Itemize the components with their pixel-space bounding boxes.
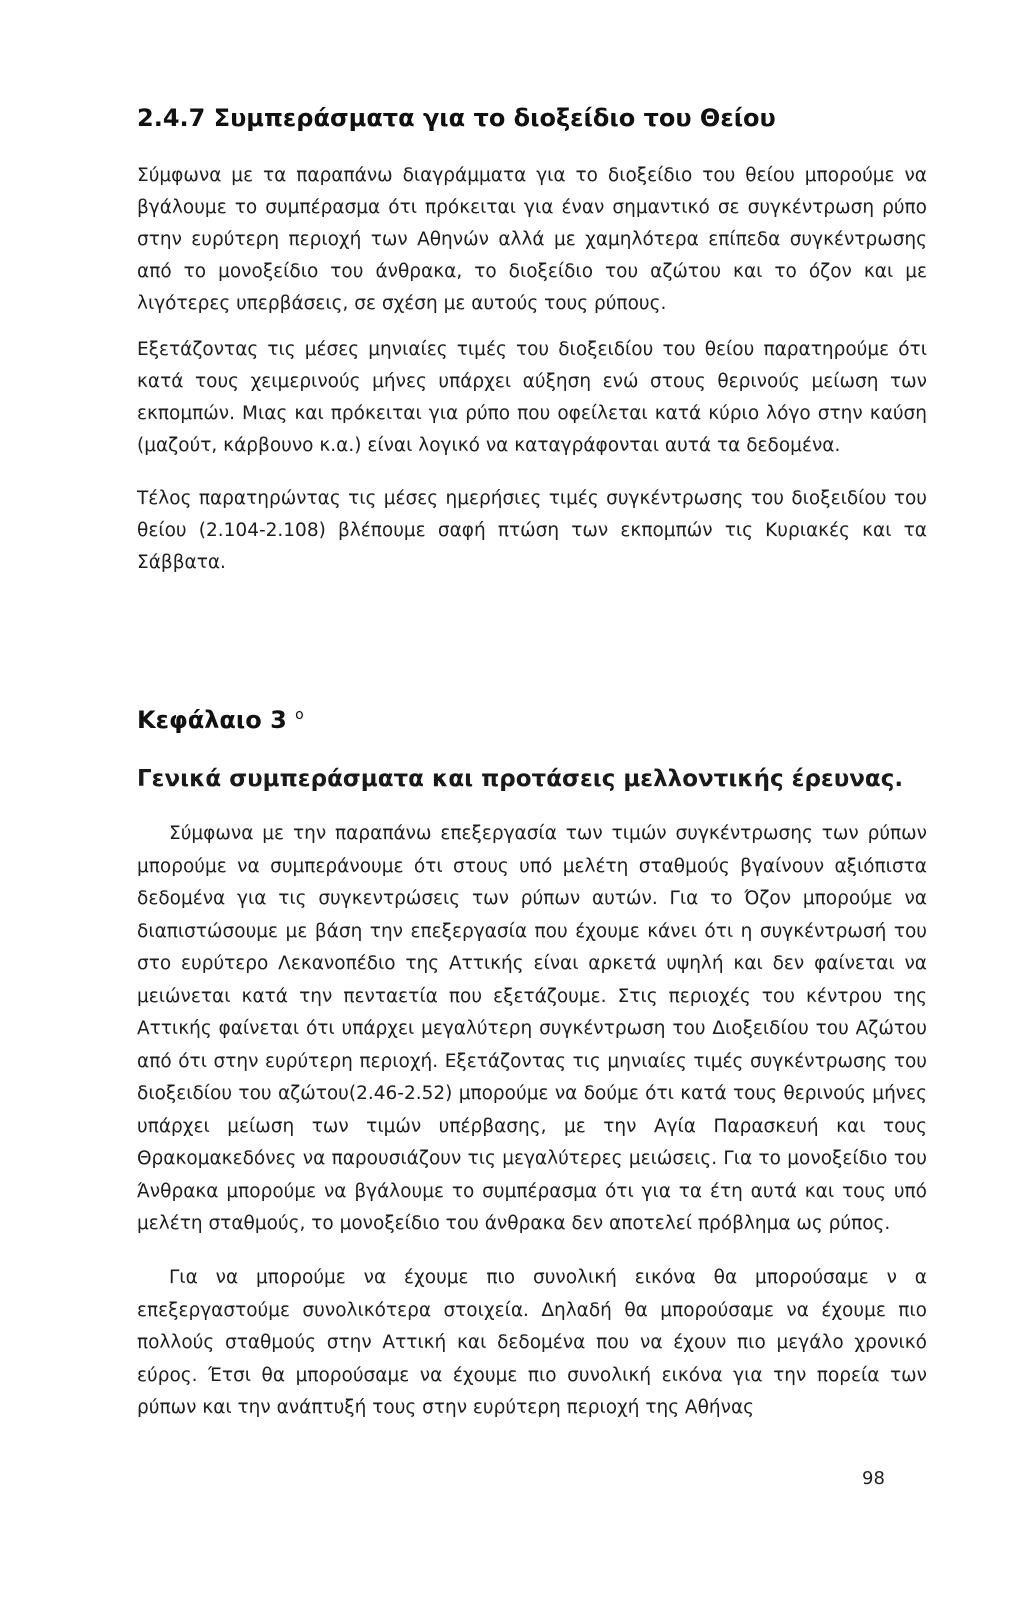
chapter-paragraph-1: Σύμφωνα με την παραπάνω επεξεργασία των τιμών συγκέντρωσης των ρύπων μπορούμε να συμπεράνουμε ότι στους υπό μελέτη σταθμούς βγαίνουν αξιόπιστα δεδομένα για τις συγκεντρώσεις των ρύπων αυτών. Για το Όζον μπορούμε να διαπιστώσουμε με βάση την επεξεργασία που έχουμε κάνει ότι η συγκέντρωσή του στο ευρύτερο Λεκανοπέδιο της Αττικής είναι αρκετά υψηλή και δεν φαίνεται να μειώνεται κατά την πενταετία που εξετάζουμε. Στις περιοχές του κέντρου της Αττικής φαίνεται ότι υπάρχει μεγαλύτερη συγκέντρωση του Διοξειδίου του Αζώτου από ότι στην ευρύτερη περιοχή. Εξετάζοντας τις μηνιαίες τιμές συγκέντρωσης του διοξειδίου του αζώτου(2.46-2.52) μπορούμε να δούμε ότι κατά τους θερινούς μήνες υπάρχει μείωση των τιμών υπέρβασης, με την Αγία Παρασκευή και τους Θρακομακεδόνες να παρουσιάζουν τις μεγαλύτερες μειώσεις. Για το μονοξείδιο του Άνθρακα μπορούμε να βγάλουμε το συμπέρασμα ότι για τα έτη αυτά και τους υπό μελέτη σταθμούς, το μονοξείδιο του άνθρακα δεν αποτελεί πρόβλημα ως ρύπος. xyxy=(137,823,927,1234)
chapter-title-text: Κεφάλαιο 3 xyxy=(137,706,287,734)
section-paragraph-1: Σύμφωνα με τα παραπάνω διαγράμματα για το διοξείδιο του θείου μπορούμε να βγάλουμε το συμπέρασμα ότι πρόκειται για έναν σημαντικό σε συγκέντρωση ρύπο στην ευρύτερη περιοχή των Αθηνών αλλά με χαμηλότερα επίπεδα συγκέντρωσης από το μονοξείδιο του άνθρακα, το διοξείδιο του αζώτου και το όζον και με λιγότερες υπερβάσεις, σε σχέση με αυτούς τους ρύπους. xyxy=(137,165,927,314)
section-paragraph-3: Τέλος παρατηρώντας τις μέσες ημερήσιες τιμές συγκέντρωσης του διοξειδίου του θείου (2.104-2.108) βλέπουμε σαφή πτώση των εκπομπών τις Κυριακές και τα Σάββατα. xyxy=(137,488,927,573)
chapter-subtitle: Γενικά συμπεράσματα και προτάσεις μελλοντικής έρευνας. xyxy=(137,766,904,792)
chapter-title-superscript: ο xyxy=(295,707,304,723)
section-paragraph-2: Εξετάζοντας τις μέσες μηνιαίες τιμές του διοξειδίου του θείου παρατηρούμε ότι κατά τους χειμερινούς μήνες υπάρχει αύξηση ενώ στους θερινούς μείωση των εκπομπών. Μιας και πρόκειται για ρύπο που οφείλεται κατά κύριο λόγο στην καύση (μαζούτ, κάρβουνο κ.α.) είναι λογικό να καταγράφονται αυτά τα δεδομένα. xyxy=(137,339,927,456)
chapter-title xyxy=(137,706,304,734)
section-title: 2.4.7 Συμπεράσματα για το διοξείδιο του Θείου xyxy=(137,104,776,132)
page-number: 98 xyxy=(862,1468,885,1489)
chapter-paragraph-2: Για να μπορούμε να έχουμε πιο συνολική εικόνα θα μπορούσαμε ν α επεξεργαστούμε συνολικότερα στοιχεία. Δηλαδή θα μπορούσαμε να έχουμε πιο πολλούς σταθμούς στην Αττική και δεδομένα που να έχουν πιο μεγάλο χρονικό εύρος. Έτσι θα μπορούσαμε να έχουμε πιο συνολική εικόνα για την πορεία των ρύπων και την ανάπτυξή τους στην ευρύτερη περιοχή της Αθήνας xyxy=(137,1267,927,1418)
